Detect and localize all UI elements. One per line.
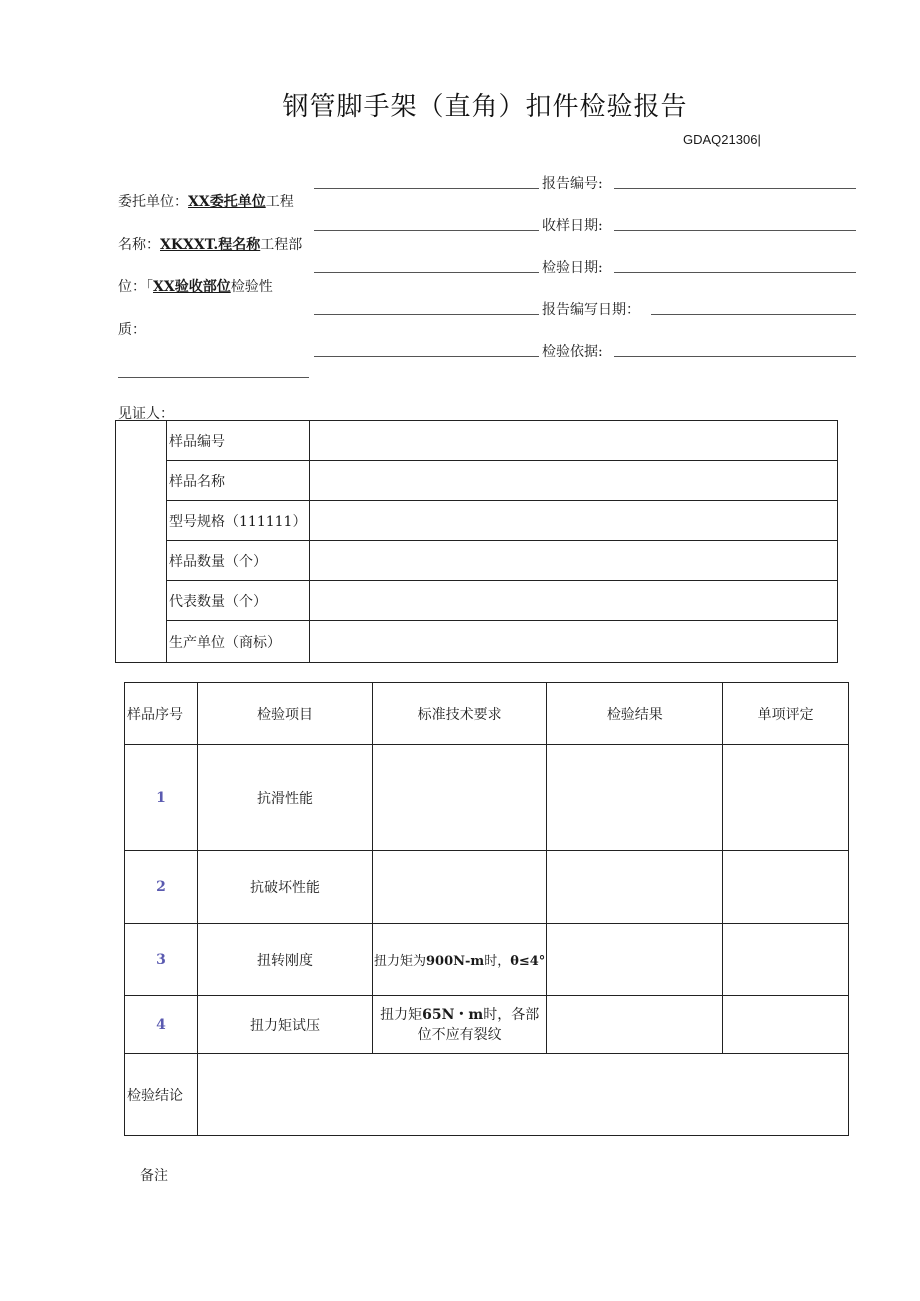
conclusion-row — [125, 1054, 849, 1136]
row-result[interactable] — [547, 745, 723, 851]
row-item: 扭转刚度 — [198, 924, 373, 996]
document-code-text: GDAQ21306 — [683, 132, 758, 147]
req-value: 900N-m — [426, 954, 485, 969]
sample-date-label: 收样日期: — [542, 218, 603, 234]
remark-label: 备注 — [140, 1168, 168, 1184]
header-assessment: 单项评定 — [723, 683, 849, 745]
sample-info-label: 代表数量（个） — [167, 581, 310, 621]
table-row — [125, 745, 849, 851]
client-label: 委托单位： — [118, 194, 188, 210]
table-row — [116, 461, 838, 501]
row-item: 扭力矩试压 — [198, 996, 373, 1054]
row-requirement — [373, 996, 547, 1054]
header-result: 检验结果 — [547, 683, 723, 745]
nature-underline — [118, 377, 309, 378]
write-date-field — [651, 314, 856, 315]
row-assessment[interactable] — [723, 851, 849, 924]
table-row — [116, 421, 838, 461]
row-number: 3 — [125, 924, 198, 996]
sample-info-side-cell — [116, 421, 167, 663]
row-requirement — [373, 924, 547, 996]
row-assessment[interactable] — [723, 924, 849, 996]
test-date-field — [614, 272, 856, 273]
sample-date-left-line — [314, 230, 539, 231]
document-code: GDAQ21306| — [683, 132, 761, 147]
sample-info-value[interactable] — [310, 541, 838, 581]
project-label: 名称： — [118, 237, 160, 253]
row-assessment[interactable] — [723, 745, 849, 851]
project-value: XKXXT.程名称 — [160, 237, 261, 253]
table-header-row — [125, 683, 849, 745]
sample-info-value[interactable] — [310, 501, 838, 541]
test-date-left-line — [314, 272, 539, 273]
conclusion-value[interactable] — [198, 1054, 849, 1136]
part-line — [118, 277, 273, 297]
sample-info-table — [115, 420, 838, 663]
table-row — [116, 621, 838, 663]
sample-info-value[interactable] — [310, 621, 838, 663]
report-no-field — [614, 188, 856, 189]
sample-info-label: 样品数量（个） — [167, 541, 310, 581]
row-assessment[interactable] — [723, 996, 849, 1054]
report-no-label: 报告编号: — [542, 176, 603, 192]
part-value: XX验收部位 — [153, 279, 231, 295]
sample-info-value[interactable] — [310, 421, 838, 461]
req-text: 时，各部位不应有裂纹 — [417, 1006, 540, 1043]
req-value: 65N・m — [422, 1006, 484, 1023]
req-value: θ≤4° — [510, 954, 546, 969]
req-text: 扭力矩 — [380, 1006, 423, 1023]
project-line — [118, 235, 302, 255]
header-requirement: 标准技术要求 — [373, 683, 547, 745]
part-suffix: 检验性 — [230, 279, 273, 295]
sample-info-label: 型号规格（111111） — [167, 501, 310, 541]
header-sample-no: 样品序号 — [125, 683, 198, 745]
row-number: 1 — [125, 745, 198, 851]
client-line — [118, 192, 294, 212]
row-item: 抗滑性能 — [198, 745, 373, 851]
row-item: 抗破坏性能 — [198, 851, 373, 924]
row-result[interactable] — [547, 924, 723, 996]
client-suffix: 工程 — [265, 194, 294, 210]
table-row — [116, 541, 838, 581]
sample-info-label: 样品编号 — [167, 421, 310, 461]
basis-left-line — [314, 356, 539, 357]
req-text: 时， — [484, 954, 511, 969]
table-row — [125, 996, 849, 1054]
row-number: 4 — [125, 996, 198, 1054]
report-no-left-line — [314, 188, 539, 189]
row-result[interactable] — [547, 996, 723, 1054]
basis-label: 检验依据: — [542, 344, 603, 360]
table-row — [125, 851, 849, 924]
witness-label: 见证人： — [118, 406, 174, 422]
sample-info-value[interactable] — [310, 581, 838, 621]
row-result[interactable] — [547, 851, 723, 924]
table-row — [116, 581, 838, 621]
row-number: 2 — [125, 851, 198, 924]
table-row — [125, 924, 849, 996]
table-row — [116, 501, 838, 541]
row-requirement — [373, 851, 547, 924]
conclusion-label: 检验结论 — [125, 1054, 198, 1136]
project-suffix: 工程部 — [260, 237, 303, 253]
sample-info-label: 生产单位（商标） — [167, 621, 310, 663]
part-label: 位：「 — [118, 279, 153, 295]
page-title: 钢管脚手架（直角）扣件检验报告 — [282, 92, 688, 122]
req-text: 扭力矩为 — [374, 954, 427, 969]
sample-info-label: 样品名称 — [167, 461, 310, 501]
test-date-label: 检验日期: — [542, 260, 603, 276]
basis-field — [614, 356, 856, 357]
results-table — [124, 682, 849, 1136]
row-requirement — [373, 745, 547, 851]
write-date-label: 报告编写日期： — [542, 302, 640, 318]
write-date-left-line — [314, 314, 539, 315]
header-item: 检验项目 — [198, 683, 373, 745]
client-value: XX委托单位 — [188, 194, 266, 210]
sample-info-value[interactable] — [310, 461, 838, 501]
sample-date-field — [614, 230, 856, 231]
nature-line: 质： — [118, 322, 146, 338]
